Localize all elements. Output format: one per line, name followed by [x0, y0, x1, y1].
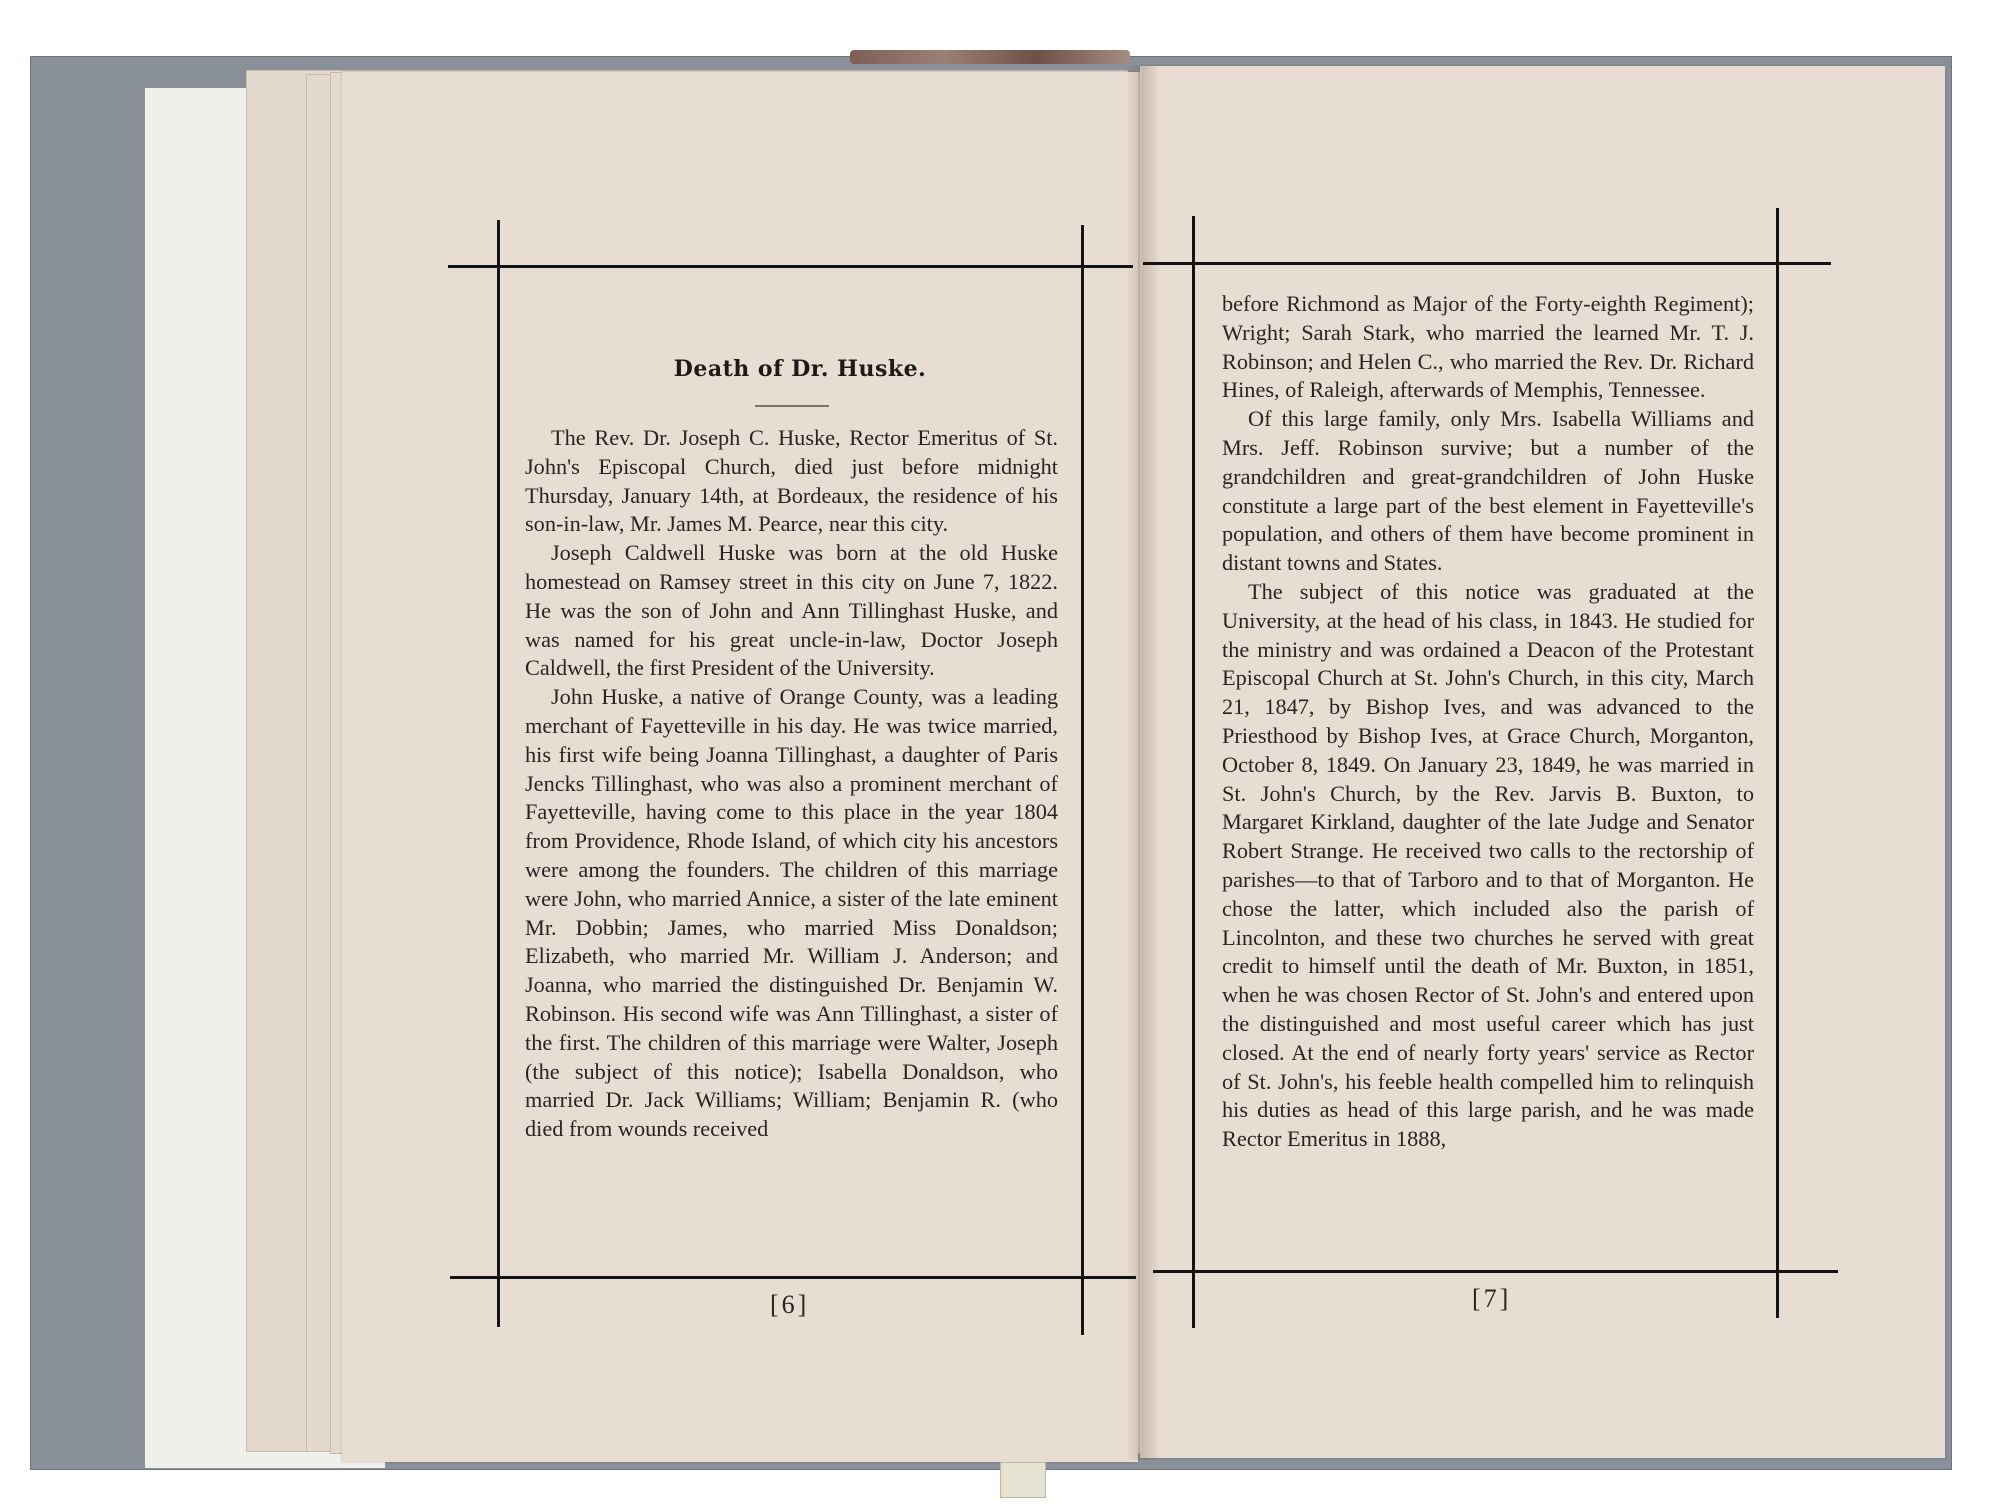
paragraph: Of this large family, only Mrs. Isabella Williams and Mrs. Jeff. Robinson survive; but a number of the grandchildren and great-grandchildren of John Huske constitute a large part of the best element in Fayetteville's population, and others of them have become prominent in distant towns and States. [1222, 406, 1754, 576]
paragraph: before Richmond as Major of the Forty-eighth Regiment); Wright; Sarah Stark, who married the learned Mr. T. J. Robinson; and Helen C., who married the Rev. Dr. Richard Hines, of Raleigh, afterwards of Memphis, Tennessee. [1222, 291, 1754, 403]
frame-rule-top-right [1143, 262, 1831, 265]
frame-rule-vertical-right-inner [1192, 216, 1195, 1328]
paragraph: The subject of this notice was graduated at the University, at the head of his class, in 1843. He studied for the ministry and was ordained a Deacon of the Protestant Episcopal Church at St. John's Church, in this city, March 21, 1847, by Bishop Ives, and was advanced to the Priesthood by Bishop Ives, at Grace Church, Morganton, October 8, 1849. On January 23, 1849, he was married in St. John's Church, by the Rev. Jarvis B. Buxton, to Margaret Kirkland, daughter of the late Judge and Senator Robert Strange. He received two calls to the rectorship of parishes—to that of Tarboro and to that of Morganton. He chose the latter, which included also the parish of Lincolnton, and these two churches he served with great credit to himself until the death of Mr. Buxton, in 1851, when he was chosen Rector of St. John's and entered upon the distinguished and most useful career which has just closed. At the end of nearly forty years' service as Rector of St. John's, his feeble health compelled him to relinquish his duties as head of this large parish, and he was made Rector Emeritus in 1888, [1222, 578, 1754, 1152]
frame-rule-vertical-left-inner [1081, 225, 1084, 1335]
frame-rule-bottom-right [1153, 1270, 1838, 1273]
paragraph: John Huske, a native of Orange County, was a leading merchant of Fayetteville in his day. He was twice married, his first wife being Joanna Tillinghast, a daughter of Paris Jencks Tillinghast, who was also a prominent merchant of Fayetteville, having come to this place in the year 1804 from Providence, Rhode Island, of which city his ancestors were among the founders. The children of this marriage were John, who married Annice, a sister of the late eminent Mr. Dobbin; James, who married Miss Donaldson; Elizabeth, who married Mr. William J. Anderson; and Joanna, who married the distinguished Dr. Benjamin W. Robinson. His second wife was Ann Tillinghast, a sister of the first. The children of this marriage were Walter, Joseph (the subject of this notice); Isabella Donaldson, who married Dr. Jack Williams; William; Benjamin R. (who died from wounds received [525, 684, 1058, 1142]
right-page-text [1222, 290, 1754, 1154]
frame-rule-vertical-left-outer [497, 220, 500, 1327]
page-title: Death of Dr. Huske. [673, 356, 927, 382]
page-number-left: [6] [770, 1290, 810, 1319]
paragraph: The Rev. Dr. Joseph C. Huske, Rector Emeritus of St. John's Episcopal Church, died just before midnight Thursday, January 14th, at Bordeaux, the residence of his son-in-law, Mr. James M. Pearce, near this city. [525, 425, 1058, 537]
binding-thread [850, 50, 1130, 64]
page-number-right: [7] [1472, 1284, 1512, 1313]
frame-rule-vertical-right-outer [1776, 208, 1779, 1318]
bookmark-ribbon [1000, 1462, 1046, 1498]
book-gutter [1126, 66, 1160, 1460]
paragraph: Joseph Caldwell Huske was born at the old Huske homestead on Ramsey street in this city on June 7, 1822. He was the son of John and Ann Tillinghast Huske, and was named for his great uncle-in-law, Doctor Joseph Caldwell, the first President of the University. [525, 540, 1058, 681]
left-page-text [525, 424, 1058, 1144]
title-divider [755, 405, 829, 407]
frame-rule-bottom-left [450, 1276, 1136, 1279]
frame-rule-top-left [448, 265, 1133, 268]
